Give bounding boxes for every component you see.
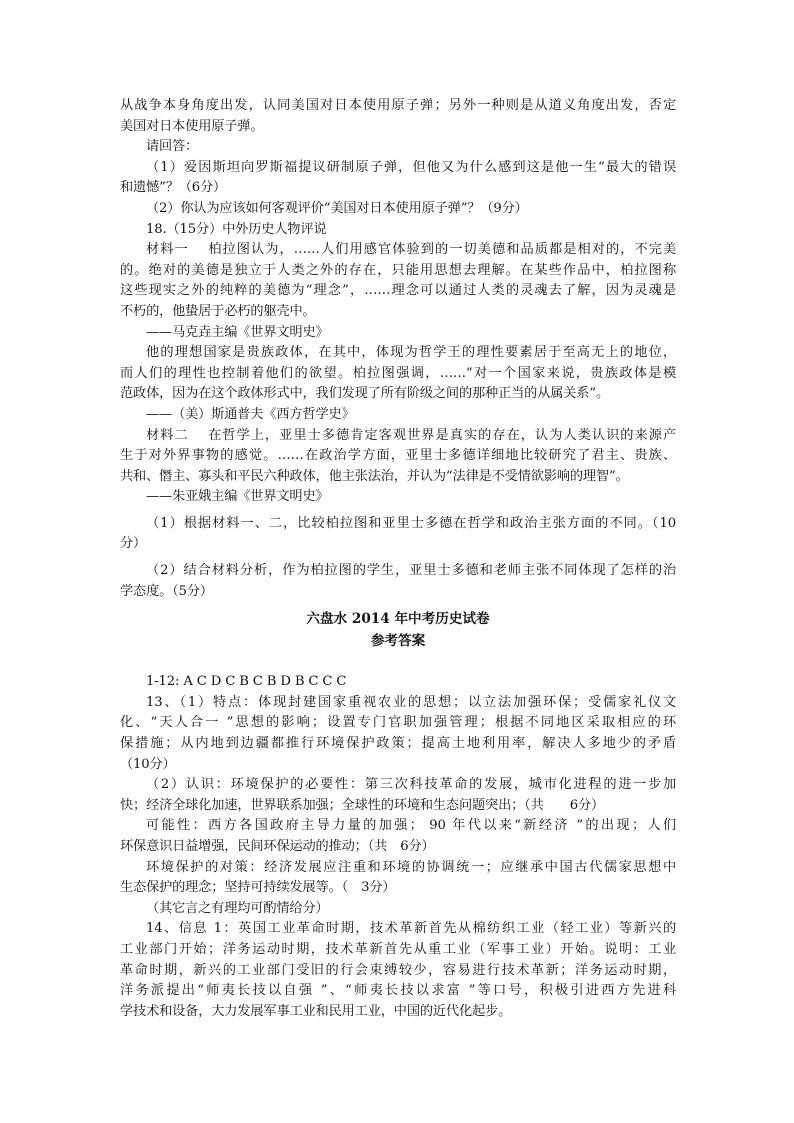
answer-multiple-choice: 1-12: A C D C B C B D B C C C [146,674,347,690]
q18-material-1-line: 而人们的理性也控制着他们的欲望。柏拉图强调，……“对一个国家来说，贵族政体是模 [120,365,676,381]
q17-prompt: 请回答： [146,139,199,155]
answer-13-2-line: 环境保护的对策：经济发展应注重和环境的协调统一；应继承中国古代儒家思想中 [146,859,676,875]
q17-question-1: （1）爱因斯坦向罗斯福提议研制原子弹，但他又为什么感到这是他一生“最大的错误 [146,159,676,175]
q18-material-2-line: 生于对外界事物的感觉。……在政治学方面，亚里士多德详细地比较研究了君主、贵族、 [120,448,676,464]
q18-question-2: （2）结合材料分析，作为柏拉图的学生，亚里士多德和老师主张不同体现了怎样的治 [146,563,676,579]
answer-13-2-line: （2）认识：环境保护的必要性：第三次科技革命的发展，城市化进程的进一步加 [146,777,676,793]
answer-13-2-line: 环保意识日益增强，民间环保运动的推动；（共 6分） [120,839,435,854]
q18-heading: 18.（15分）中外历史人物评说 [146,221,327,237]
q18-material-1-line: 不朽的，他蛰居于必朽的躯壳中。 [120,303,316,319]
answer-13-line: 13、（1）特点：体现封建国家重视农业的思想；以立法加强环保；受儒家礼仪文 [146,694,676,710]
answers-title: 六盘水 2014 年中考历史试卷 [306,611,490,628]
document-body [120,96,676,1022]
q18-material-2-line: 材料二 在哲学上，亚里士多德肯定客观世界是真实的存在，认为人类认识的来源产 [146,427,676,443]
answer-13-line: （10分） [120,756,176,772]
q17-question-2: （2）你认为应该如何客观评价“美国对日本使用原子弹”？（9分） [146,200,528,216]
q18-question-1: （1）根据材料一、二，比较柏拉图和亚里士多德在哲学和政治主张方面的不同。（10 [146,515,676,531]
q18-material-1-line: 材料一 柏拉图认为，……人们用感官体验到的一切美德和品质都是相对的，不完美 [146,242,676,258]
answer-13-2-line: 可能性：西方各国政府主导力量的加强； 90 年代以来“新经济 ”的出现；人们 [146,818,676,834]
q18-material-1-source: ——（美）斯通普夫《西方哲学史》 [146,406,355,422]
q18-material-1-line: 的。绝对的美德是独立于人类之外的存在，只能用思想去理解。在某些作品中，柏拉图称 [120,262,676,278]
answer-13-2-line: 生态保护的理念；坚持可持续发展等。（ 3分） [120,880,396,896]
q18-material-1-line: 范政体，因为在这个政体形式中，我们发现了所有阶级之间的那种正当的从属关系”。 [120,386,609,402]
answer-14-line: 洋务派提出“师夷长技以自强 ”、“师夷长技以求富 ”等口号，积极引进西方先进科 [120,983,676,999]
answer-13-2-line: 快；经济全球化加速，世界联系加强；全球性的环境和生态问题突出；（共 6分） [120,797,605,813]
q18-material-2-line: 共和、僭主、寡头和平民六种政体，他主张法治，并认为“法律是不受情欲影响的理智”。 [120,468,629,484]
answers-subtitle: 参考答案 [370,633,426,650]
answer-14-line: 14、信息 1：英国工业革命时期，技术革新首先从棉纺织工业（轻工业）等新兴的 [146,921,676,937]
q17-text-line: 从战争本身角度出发，认同美国对日本使用原子弹；另外一种则是从道义角度出发，否定 [120,98,676,113]
q17-text-line: 美国对日本使用原子弹。 [120,118,264,134]
answer-14-line: 工业部门开始；洋务运动时期，技术革新首先从重工业（军事工业）开始。说明：工业 [120,941,676,957]
answer-13-line: 化、“天人合一 ”思想的影响；设置专门官职加强管理；根据不同地区采取相应的环 [120,715,676,731]
q18-material-1-source: ——马克垚主编《世界文明史》 [146,324,329,340]
q17-question-1-cont: 和遗憾”？（6分） [120,180,227,196]
q18-material-2-source: ——朱亚娥主编《世界文明史》 [146,489,329,505]
q18-material-1-line: 这些现实之外的纯粹的美德为“理念”，……理念可以通过人类的灵魂去了解，因为灵魂是 [120,283,676,299]
q18-material-1-line: 他的理想国家是贵族政体，在其中，体现为哲学王的理性要素居于至高无上的地位， [146,345,676,361]
answer-14-line: 革命时期，新兴的工业部门受旧的行会束缚较少，容易进行技术革新；洋务运动时期， [120,962,676,978]
answer-13-line: 保措施；从内地到边疆都推行环境保护政策；提高土地利用率，解决人多地少的矛盾 [120,736,676,752]
answer-13-note: （其它言之有理均可酌情给分） [146,900,329,916]
answer-14-line: 学技术和设备，大力发展军事工业和民用工业，中国的近代化起步。 [120,1003,512,1019]
q18-question-2-cont: 学态度。（5分） [120,583,213,599]
q18-question-1-cont: 分） [120,536,147,552]
